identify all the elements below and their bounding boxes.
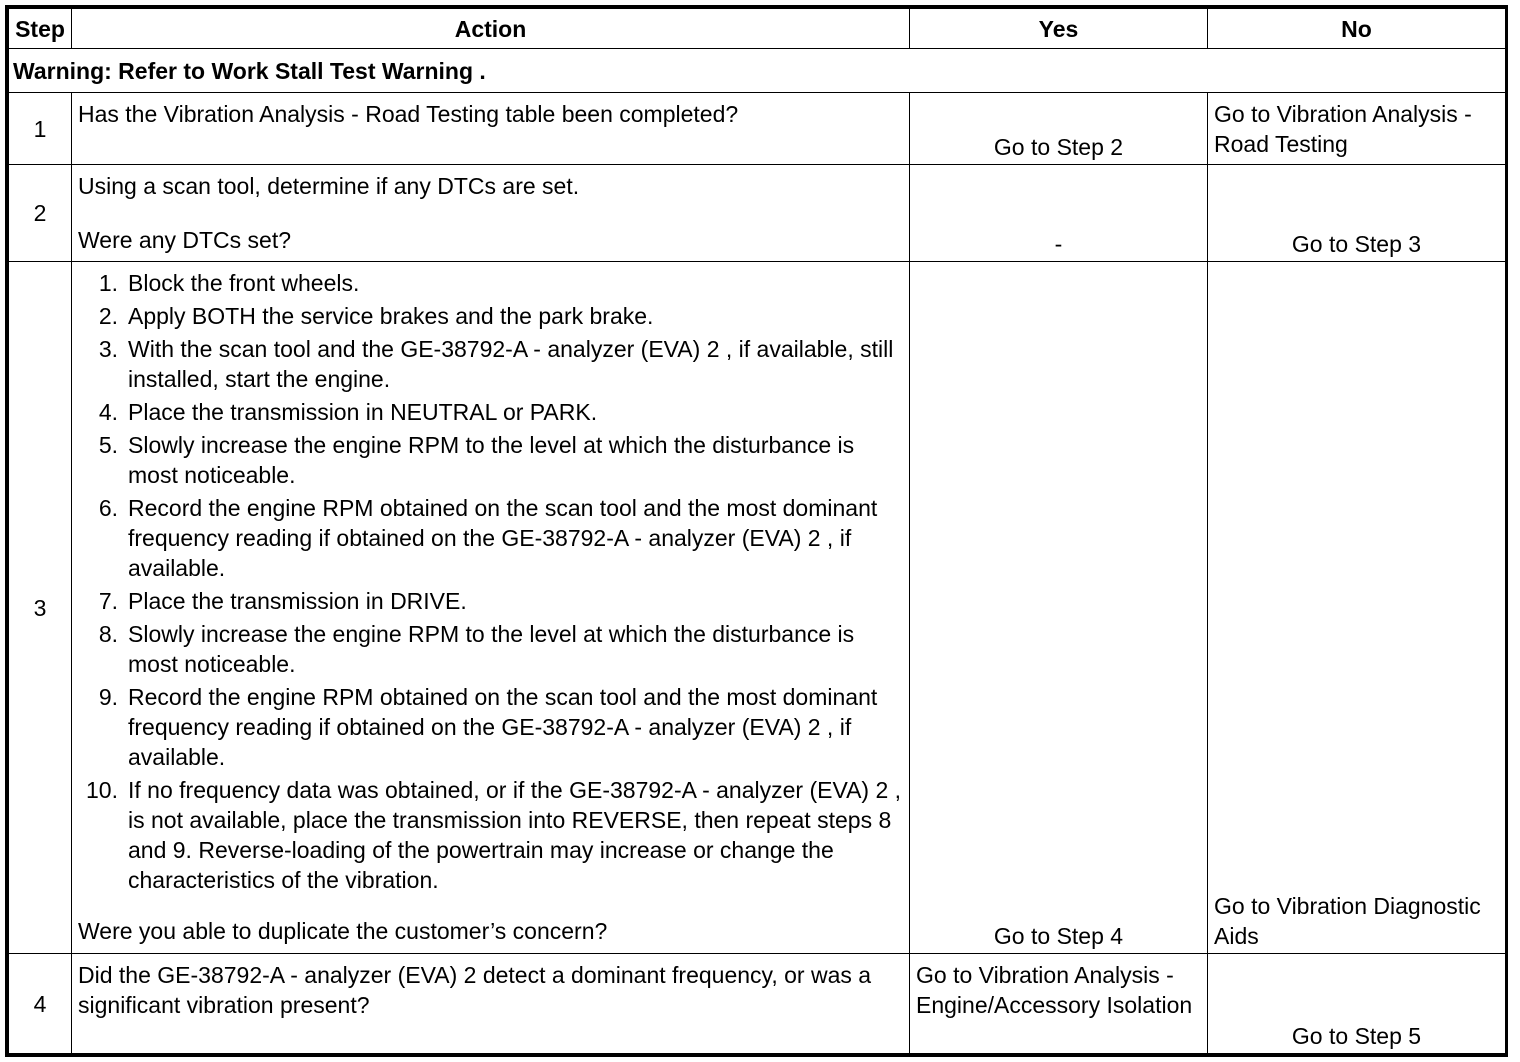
step-number: 1 bbox=[9, 93, 72, 165]
list-item bbox=[78, 268, 903, 298]
table-row bbox=[9, 954, 1506, 1054]
action-question: Were any DTCs set? bbox=[78, 227, 292, 253]
substep-number: 10. bbox=[86, 777, 118, 803]
substep-text: Slowly increase the engine RPM to the level at which the disturbance is most noticeable. bbox=[128, 621, 855, 677]
substep-text: Record the engine RPM obtained on the scan tool and the most dominant frequency reading if obtained on the GE-38792-A - analyzer (EVA) 2 , if available. bbox=[128, 684, 878, 770]
substep-text: Slowly increase the engine RPM to the level at which the disturbance is most noticeable. bbox=[128, 432, 855, 488]
list-item bbox=[78, 397, 903, 427]
substep-text: With the scan tool and the GE-38792-A - analyzer (EVA) 2 , if available, still installed, start the engine. bbox=[128, 336, 894, 392]
substep-number: 5. bbox=[98, 432, 118, 458]
yes-result: Go to Step 2 bbox=[910, 93, 1208, 165]
substep-list bbox=[78, 268, 903, 895]
list-item bbox=[78, 334, 903, 394]
step-number: 2 bbox=[9, 165, 72, 262]
list-item bbox=[78, 619, 903, 679]
list-item bbox=[78, 682, 903, 772]
action-cell bbox=[72, 262, 910, 954]
warning-text: Warning: Refer to Work Stall Test Warning . bbox=[9, 49, 1506, 93]
step-number: 3 bbox=[9, 262, 72, 954]
action-question: Were you able to duplicate the customer’s concern? bbox=[78, 918, 608, 944]
substep-number: 7. bbox=[98, 588, 118, 614]
substep-number: 6. bbox=[98, 495, 118, 521]
table-row bbox=[9, 165, 1506, 262]
no-result: Go to Step 3 bbox=[1208, 165, 1506, 262]
substep-text: If no frequency data was obtained, or if the GE-38792-A - analyzer (EVA) 2 , is not available, place the transmission into REVERSE, then repeat steps 8 and 9. Reverse-loading of the powertrain may increase or change the characteristics of the vibration. bbox=[128, 777, 902, 893]
no-result: Go to Vibration Analysis - Road Testing bbox=[1208, 93, 1506, 165]
no-result: Go to Vibration Diagnostic Aids bbox=[1208, 262, 1506, 954]
substep-number: 8. bbox=[98, 621, 118, 647]
list-item bbox=[78, 586, 903, 616]
substep-number: 9. bbox=[98, 684, 118, 710]
substep-number: 1. bbox=[98, 270, 118, 296]
list-item bbox=[78, 301, 903, 331]
action-text: Did the GE-38792-A - analyzer (EVA) 2 detect a dominant frequency, or was a significant vibration present? bbox=[72, 954, 910, 1054]
table-row bbox=[9, 262, 1506, 954]
diagnostic-table-frame bbox=[5, 5, 1508, 1057]
substep-text: Block the front wheels. bbox=[128, 270, 360, 296]
header-row bbox=[9, 9, 1506, 49]
header-no: No bbox=[1208, 9, 1506, 49]
header-step: Step bbox=[9, 9, 72, 49]
substep-number: 3. bbox=[98, 336, 118, 362]
yes-result: - bbox=[910, 165, 1208, 262]
action-intro: Using a scan tool, determine if any DTCs are set. bbox=[78, 173, 580, 199]
yes-result: Go to Vibration Analysis - Engine/Accessory Isolation bbox=[910, 954, 1208, 1054]
list-item bbox=[78, 493, 903, 583]
list-item bbox=[78, 775, 903, 895]
no-result: Go to Step 5 bbox=[1208, 954, 1506, 1054]
substep-text: Place the transmission in NEUTRAL or PARK. bbox=[128, 399, 598, 425]
substep-number: 4. bbox=[98, 399, 118, 425]
diagnostic-table bbox=[8, 8, 1506, 1054]
substep-text: Record the engine RPM obtained on the scan tool and the most dominant frequency reading if obtained on the GE-38792-A - analyzer (EVA) 2 , if available. bbox=[128, 495, 878, 581]
yes-result: Go to Step 4 bbox=[910, 262, 1208, 954]
header-yes: Yes bbox=[910, 9, 1208, 49]
warning-row bbox=[9, 49, 1506, 93]
action-cell bbox=[72, 165, 910, 262]
substep-text: Place the transmission in DRIVE. bbox=[128, 588, 467, 614]
substep-number: 2. bbox=[98, 303, 118, 329]
step-number: 4 bbox=[9, 954, 72, 1054]
header-action: Action bbox=[72, 9, 910, 49]
table-row bbox=[9, 93, 1506, 165]
substep-text: Apply BOTH the service brakes and the park brake. bbox=[128, 303, 654, 329]
list-item bbox=[78, 430, 903, 490]
action-text: Has the Vibration Analysis - Road Testing table been completed? bbox=[72, 93, 910, 165]
